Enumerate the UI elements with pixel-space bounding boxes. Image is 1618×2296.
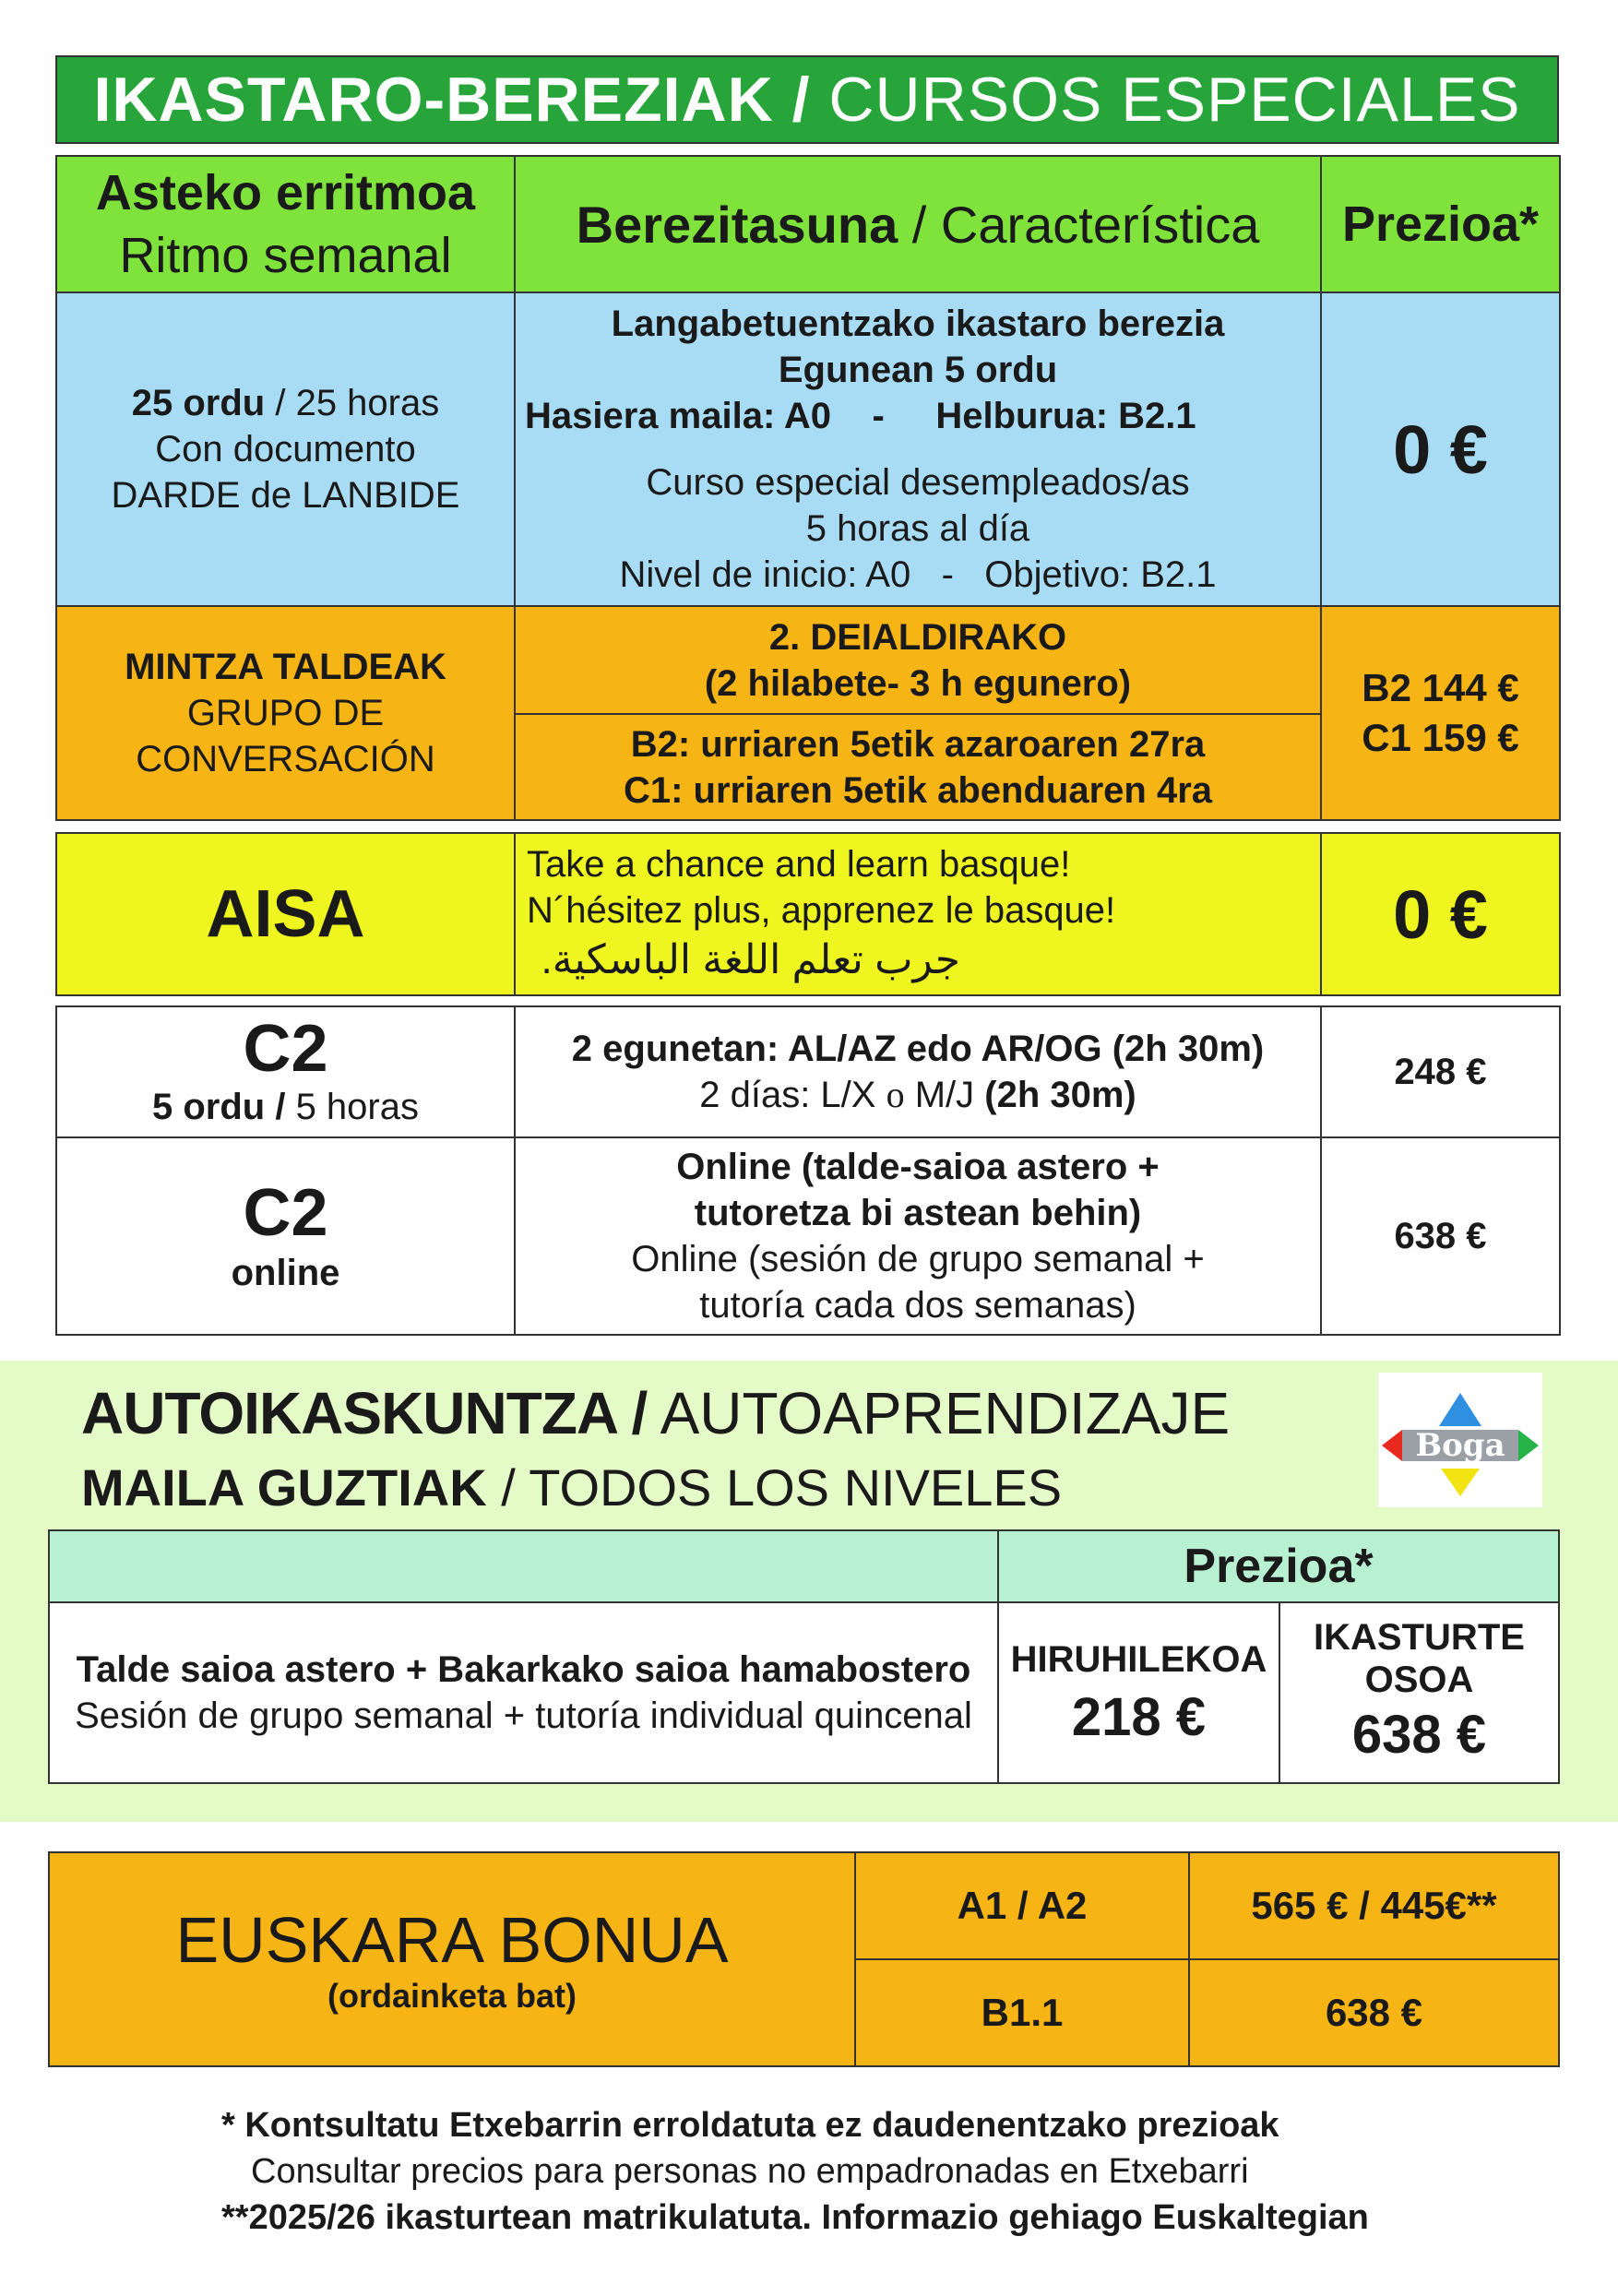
c2-table	[55, 1005, 1561, 1336]
row-aisa	[56, 833, 1560, 995]
self-study-title	[81, 1376, 1230, 1450]
self-study-desc-es: Sesión de grupo semanal + tutoría individual quincenal	[75, 1695, 972, 1736]
c2-online-name: C2	[243, 1176, 328, 1250]
header-rhythm-eu: Asteko erritmoa	[95, 165, 476, 220]
bonus-subtitle: (ordainketa bat)	[327, 1977, 577, 2015]
mintza-call-title: 2. DEIALDIRAKO	[768, 616, 1067, 658]
self-study-title-eu: AUTOIKASKUNTZA /	[81, 1380, 648, 1446]
bonus-row-1	[49, 1852, 1559, 1959]
header-feature-eu: Berezitasuna	[576, 195, 898, 254]
unemployed-eu-line1: Langabetuentzako ikastaro berezia	[611, 303, 1225, 344]
self-study-term-price: 218 €	[1071, 1687, 1207, 1747]
unemployed-rhythm	[56, 292, 515, 606]
row-c2	[56, 1006, 1560, 1137]
header-rhythm	[56, 156, 515, 292]
unemployed-hours-es: / 25 horas	[265, 383, 440, 423]
self-study-term	[998, 1602, 1279, 1783]
aisa-english: Take a chance and learn basque!	[527, 844, 1071, 885]
self-study-year-label1: IKASTURTE	[1314, 1617, 1525, 1658]
c2-days-es-part2: M/J	[904, 1075, 985, 1115]
unemployed-eu-line2: Egunean 5 ordu	[778, 350, 1058, 390]
self-study-term-label: HIRUHILEKOA	[1010, 1639, 1267, 1680]
c2-online-eu1: Online (talde-saioa astero +	[676, 1147, 1160, 1187]
c2-price: 248 €	[1321, 1006, 1560, 1137]
self-study-header-empty	[49, 1530, 998, 1602]
mintza-dates	[516, 715, 1320, 819]
bonus-price-2: 638 €	[1189, 1959, 1559, 2066]
unemployed-eu-line3: Hasiera maila: A0 - Helburua: B2.1	[525, 396, 1196, 436]
self-study-row	[49, 1602, 1559, 1783]
header-row	[56, 156, 1560, 292]
aisa-table	[55, 832, 1561, 996]
c2-online-eu2: tutoretza bi astean behin)	[694, 1193, 1142, 1233]
c2-online-es2: tutoría cada dos semanas)	[699, 1285, 1136, 1326]
aisa-french: N´hésitez plus, apprenez le basque!	[527, 890, 1116, 931]
self-study-sub-eu: MAILA GUZTIAK	[81, 1458, 487, 1517]
aisa-name: AISA	[56, 833, 515, 995]
header-feature-es: / Característica	[898, 195, 1260, 254]
self-study-sub-es: / TODOS LOS NIVELES	[486, 1458, 1063, 1517]
c2-online-label: online	[231, 1253, 340, 1293]
self-study-table	[48, 1529, 1560, 1784]
self-study-desc-eu: Talde saioa astero + Bakarkako saioa hamabostero	[76, 1649, 971, 1690]
unemployed-es-line2: 5 horas al día	[805, 508, 1030, 549]
unemployed-hours: 25 ordu	[131, 383, 266, 423]
c2-days-eu: 2 egunetan: AL/AZ edo AR/OG (2h 30m)	[571, 1029, 1265, 1069]
row-mintza	[56, 606, 1560, 820]
mintza-es-line2: CONVERSACIÓN	[136, 739, 435, 779]
unemployed-feature	[515, 292, 1321, 606]
mintza-es-line1: GRUPO DE	[186, 693, 385, 733]
c2-online-rhythm	[56, 1137, 515, 1335]
unemployed-es-line1: Curso especial desempleados/as	[646, 462, 1190, 503]
row-c2-online	[56, 1137, 1560, 1335]
footnote-3: **2025/26 ikasturtean matrikulatuta. Informazio gehiago Euskaltegian	[221, 2198, 1369, 2237]
row-unemployed	[56, 292, 1560, 606]
header-price: Prezioa*	[1321, 156, 1560, 292]
bonus-title: EUSKARA BONUA	[175, 1904, 729, 1976]
c2-online-feature	[515, 1137, 1321, 1335]
unemployed-darde: DARDE de LANBIDE	[111, 475, 460, 516]
mintza-call	[516, 607, 1320, 715]
title-basque: IKASTARO-BEREZIAK /	[93, 65, 811, 135]
unemployed-es-line3: Nivel de inicio: A0 - Objetivo: B2.1	[619, 554, 1217, 595]
bonus-price-1: 565 € / 445€**	[1189, 1852, 1559, 1959]
bonus-level-2: B1.1	[855, 1959, 1189, 2066]
bonus-table	[48, 1851, 1560, 2067]
unemployed-price: 0 €	[1321, 292, 1560, 606]
c2-days-es-duration: (2h 30m)	[984, 1075, 1136, 1115]
mintza-call-duration: (2 hilabete- 3 h egunero)	[704, 662, 1132, 704]
c2-feature	[515, 1006, 1321, 1137]
boga-logo-icon	[1378, 1373, 1542, 1507]
mintza-title: MINTZA TALDEAK	[125, 647, 446, 687]
c2-days-es-part1: 2 días: L/X	[699, 1075, 886, 1115]
self-study-price-header: Prezioa*	[998, 1530, 1559, 1602]
self-study-year-label2: OSOA	[1364, 1660, 1474, 1700]
c2-rhythm	[56, 1006, 515, 1137]
aisa-feature	[515, 833, 1321, 995]
self-study-year	[1279, 1602, 1559, 1783]
self-study-year-price: 638 €	[1351, 1705, 1487, 1765]
mintza-price-b2: B2 144 €	[1362, 666, 1519, 709]
mintza-b2-dates: B2: urriaren 5etik azaroaren 27ra	[630, 723, 1206, 765]
c2-hours-eu: 5 ordu /	[152, 1087, 286, 1127]
boga-logo	[1378, 1373, 1542, 1507]
aisa-arabic: جرب تعلم اللغة الباسكية.	[541, 937, 960, 982]
boga-logo-text: Boga	[1415, 1427, 1505, 1464]
self-study-desc	[49, 1602, 998, 1783]
title-spanish: CURSOS ESPECIALES	[810, 65, 1521, 135]
c2-hours-es: 5 horas	[285, 1087, 419, 1127]
c2-online-price: 638 €	[1321, 1137, 1560, 1335]
c2-online-es1: Online (sesión de grupo semanal +	[631, 1239, 1205, 1279]
footnote-1: * Kontsultatu Etxebarrin erroldatuta ez daudenentzako prezioak	[221, 2106, 1279, 2145]
page-title	[55, 55, 1559, 144]
c2-name: C2	[243, 1012, 328, 1086]
special-courses-table	[55, 155, 1561, 821]
mintza-rhythm	[56, 606, 515, 820]
header-feature	[515, 156, 1321, 292]
footnote-2: Consultar precios para personas no empadronadas en Etxebarri	[251, 2152, 1249, 2191]
unemployed-doc: Con documento	[155, 429, 416, 470]
header-rhythm-es: Ritmo semanal	[119, 228, 452, 283]
self-study-title-es: AUTOAPRENDIZAJE	[647, 1380, 1231, 1446]
bonus-title-cell	[49, 1852, 855, 2066]
aisa-price: 0 €	[1321, 833, 1560, 995]
mintza-price-c1: C1 159 €	[1362, 716, 1519, 759]
mintza-feature	[515, 606, 1321, 820]
c2-days-es-or: o	[886, 1074, 905, 1115]
bonus-level-1: A1 / A2	[855, 1852, 1189, 1959]
mintza-c1-dates: C1: urriaren 5etik abenduaren 4ra	[623, 769, 1213, 811]
self-study-header-row	[49, 1530, 1559, 1602]
mintza-price	[1321, 606, 1560, 820]
self-study-subtitle	[81, 1456, 1062, 1520]
